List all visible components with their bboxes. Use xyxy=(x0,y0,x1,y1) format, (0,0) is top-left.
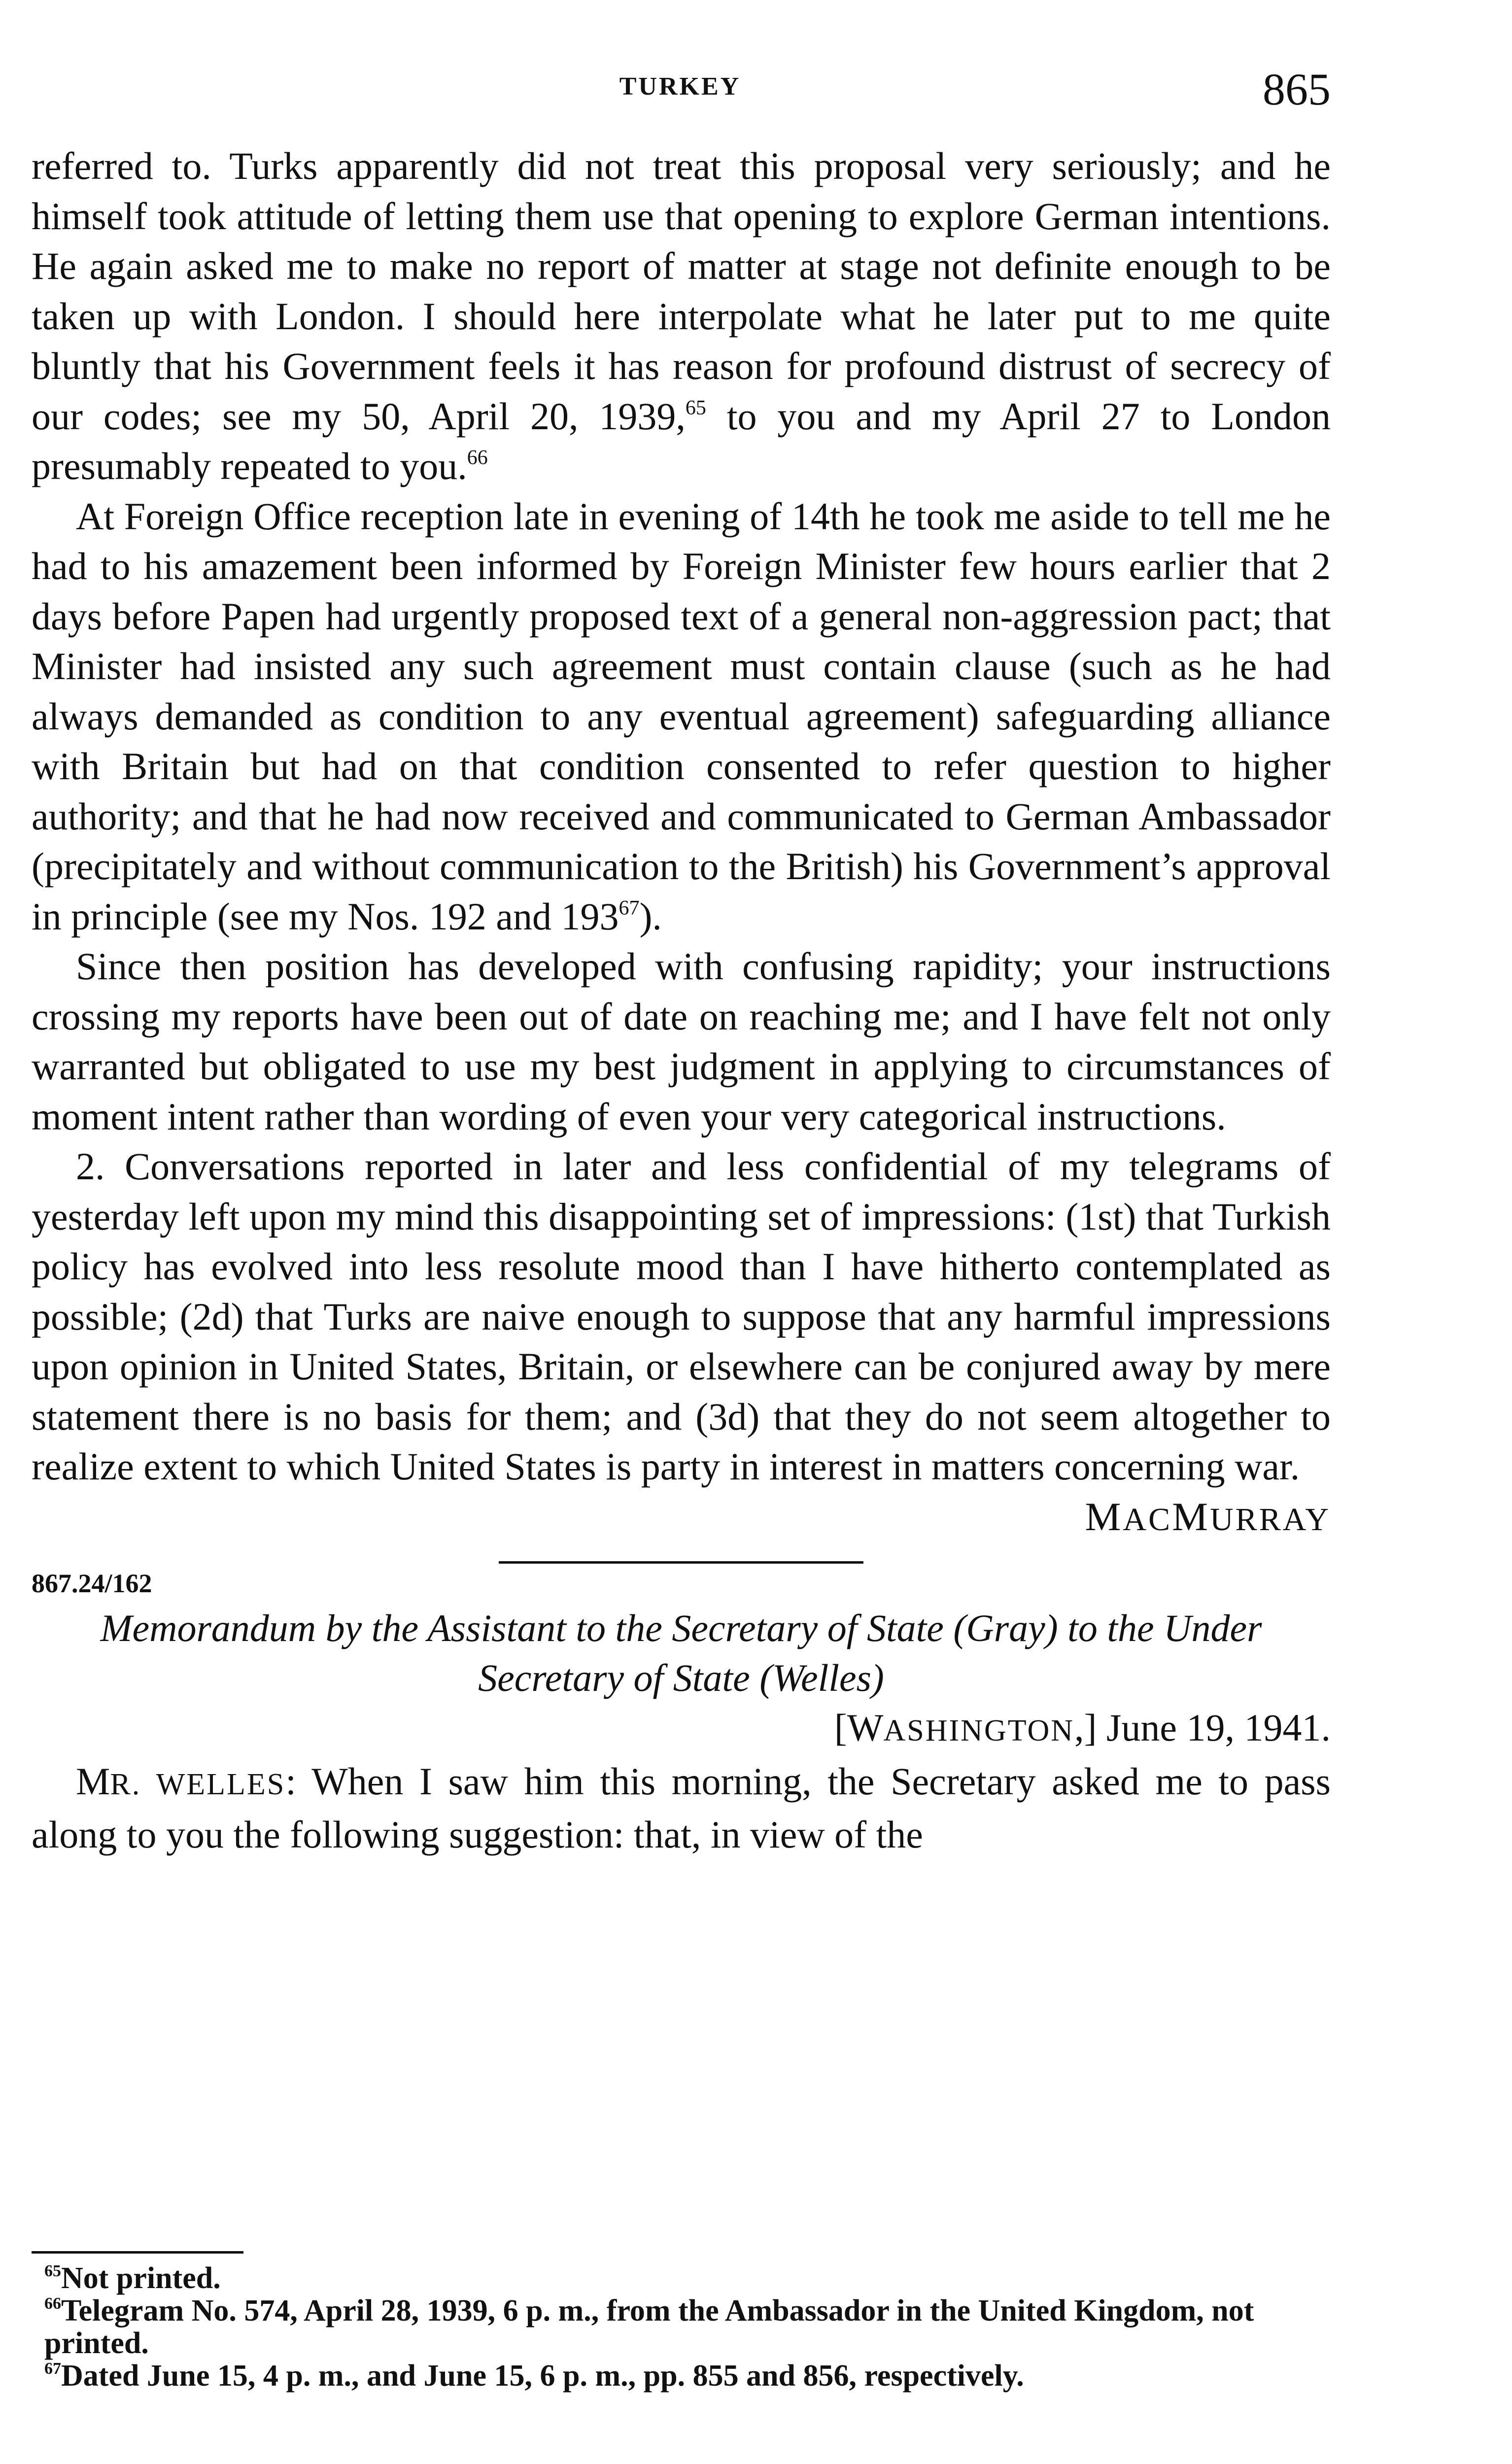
running-head-title: TURKEY xyxy=(619,72,741,101)
footnote-65: $^{65}$Not printed. xyxy=(44,2261,221,2295)
paragraph-3: Since then position has developed with confusing rapidity; your instructions crossing my reports have been out of date on reaching me; and I have felt not only warranted but obligated to use my best judgment in applying to circumstances of moment intent rather than wording of even your very categorical instructions. xyxy=(32,945,1331,1138)
paragraph-1-text: referred to. Turks apparently did not treat this proposal very seriously; and he himself took attitude of letting them use that opening to explore German intentions. He again asked me to make no report of matter at stage not definite enough to be taken up with London. I should here interpolate what he later put to me quite bluntly that his Government feels it has reason for profound distrust of secrecy of our codes; see my 50, April 20, 1939, xyxy=(32,144,1331,438)
memo-opening-paragraph xyxy=(32,1756,1331,1860)
paragraph-4: 2. Conversations reported in later and less confidential of my telegrams of yesterday left upon my mind this disappointing set of impressions: (1st) that Turkish policy has evolved into less resolute mood than I have hitherto contemplated as possible; (2d) that Turks are naive enough to suppose that any harmful impressions upon opinion in United States, Britain, or elsewhere can be conjured away by mere statement there is no basis for them; and (3d) that they do not seem altogether to realize extent to which United States is party in interest in matters concerning war. xyxy=(32,1145,1331,1488)
footnote-67: $^{67}$Dated June 15, 4 p. m., and June 15, 6 p. m., pp. 855 and 856, respectively. xyxy=(44,2359,1024,2393)
footnotes xyxy=(32,2262,1331,2392)
footnote-divider xyxy=(32,2251,243,2254)
page-number: 865 xyxy=(1263,64,1331,114)
footnote-66: $^{66}$Telegram No. 574, April 28, 1939, 6 p. m., from the Ambassador in the United Kingdom, not printed. xyxy=(44,2294,1254,2360)
memo-title: Memorandum by the Assistant to the Secretary of State (Gray) to the Under Secretary of State (Welles) xyxy=(100,1607,1262,1699)
memo-opening-text: When I saw him this morning, the Secretary asked me to pass along to you the following suggestion: that, in view of the xyxy=(32,1759,1331,1856)
footnote-ref-66: 66 xyxy=(467,446,488,469)
footnote-ref-67: 67 xyxy=(619,896,640,920)
running-head xyxy=(30,63,1331,117)
body-text xyxy=(32,141,1331,1860)
paragraph-1 xyxy=(32,141,1331,491)
salutation: MR. WELLES: xyxy=(76,1759,296,1803)
paragraph-2-end: ). xyxy=(639,894,662,938)
paragraph-2-text: At Foreign Office reception late in evening of 14th he took me aside to tell me he had to his amazement been informed by Foreign Minister few hours earlier that 2 days before Papen had urgently proposed text of a general non-aggression pact; that Minister had insisted any such agreement must contain clause (such as he had always demanded as condition to any eventual agreement) safeguarding alliance with Britain but had on that condition consented to refer question to higher authority; and that he had now received and communicated to German Ambassador (precipitately and without communication to the British) his Government’s approval in principle (see my Nos. 192 and 193 xyxy=(32,494,1331,938)
paragraph-1-continuation: to you and my April 27 to London presumably repeated to you. xyxy=(32,394,1331,487)
file-number: 867.24/162 xyxy=(32,1569,152,1598)
signature: MACMURRAY xyxy=(1085,1494,1331,1539)
paragraph-2 xyxy=(32,491,1331,942)
dateline: [WASHINGTON,] June 19, 1941. xyxy=(834,1706,1331,1749)
footnote-ref-65: 65 xyxy=(685,396,706,419)
